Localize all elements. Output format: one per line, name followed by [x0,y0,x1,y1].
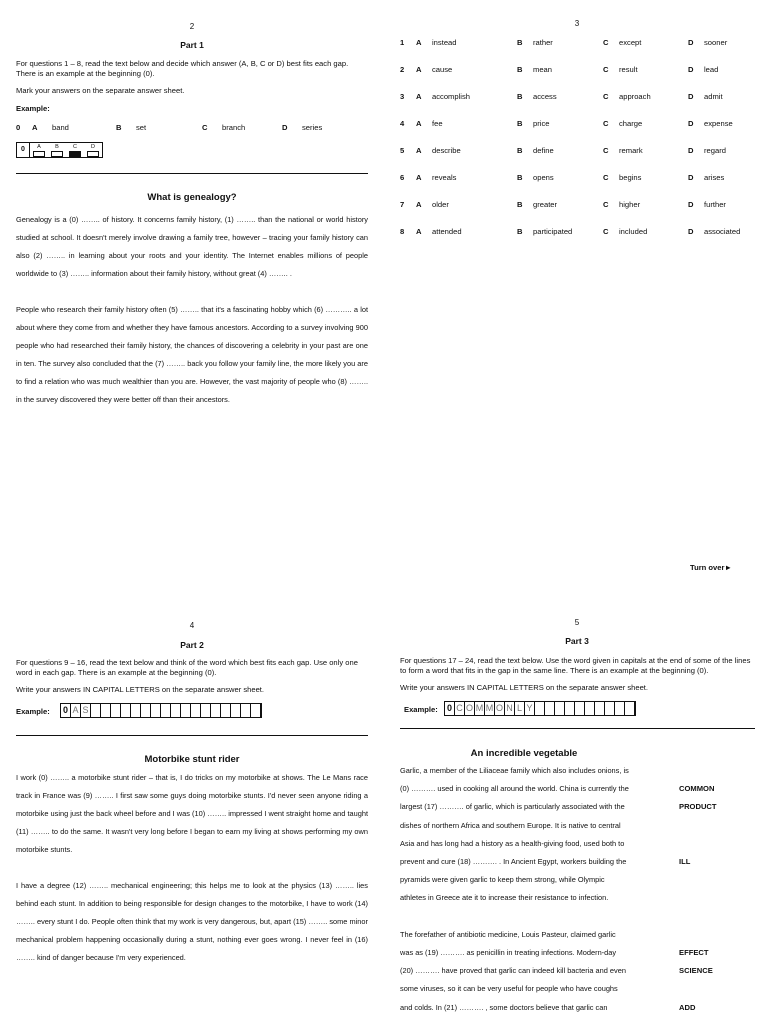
grid-letter-cell [585,702,595,715]
option-letter: B [517,92,523,101]
grid-letter-cell [615,702,625,715]
option-word: higher [619,200,641,209]
option-letter: C [603,38,609,47]
option-word: lead [704,65,719,74]
grid-letter-cell [101,704,111,717]
stem-word: ADD [679,1002,696,1012]
option-letter: B [517,200,523,209]
option-word: remark [619,146,643,155]
option-word: describe [432,146,461,155]
option-word: associated [704,227,741,236]
option-word: regard [704,146,726,155]
answer-option-d [84,143,102,157]
option-letter: A [416,200,422,209]
question-number: 7 [400,200,405,209]
option-word: define [533,146,554,155]
line-text: was as (19) ………. as penicillin in treating infections. Modern-day [400,948,617,957]
option-word: arises [704,173,725,182]
option-letter: D [688,65,694,74]
option-letter: D [688,200,694,209]
page-number-3: 3 [574,19,580,28]
option-letter: D [688,146,694,155]
answer-option-b [48,143,66,157]
option-letter: D [688,92,694,101]
option-letter: B [517,38,523,47]
option-letter: B [517,119,523,128]
grid-letter-cell [231,704,241,717]
option-word: older [432,200,449,209]
grid-letter-cell: A [71,704,81,717]
grid-letter-cell [171,704,181,717]
grid-letter-cell [575,702,585,715]
grid-letter-cell [565,702,575,715]
question-number: 8 [400,227,405,236]
answer-letter: C [73,144,77,150]
line-text: Garlic, a member of the Liliaceae family which also includes onions, is [400,766,629,775]
option-letter: C [603,92,609,101]
question-number: 2 [400,65,405,74]
option-letter: D [688,173,694,182]
question-number: 3 [400,92,405,101]
grid-letter-cell: M [485,703,494,713]
option-word: reveals [432,173,457,182]
example-letter-grid [444,701,636,716]
option-letter: D [282,123,288,132]
answer-option-a [30,143,48,157]
stem-word: ILL [679,857,691,866]
grid-letter-cell [191,704,201,717]
grid-letter-cell: L [515,702,525,715]
option-word: branch [222,123,246,132]
option-word: except [619,38,642,47]
turn-over-note: Turn over► [690,563,732,572]
part-1-instruction: For questions 1 – 8, read the text below and decide which answer (A, B, C or D) best fits each gap. There is an example at the beginning (0). [16,59,349,78]
grid-example-number: 0 [61,704,71,717]
line-text: largest (17) ………. of garlic, which is particularly associated with the [400,802,625,812]
example-label: Example: [404,705,438,714]
answer-letter: B [55,144,59,150]
line-text: (20) ………. have proved that garlic can indeed kill bacteria and even [400,966,626,976]
question-number: 1 [400,38,405,47]
option-word: band [52,123,69,132]
part-1-heading: Part 1 [180,40,204,50]
part-3-answer-instruction: Write your answers IN CAPITAL LETTERS on the separate answer sheet. [400,683,649,692]
option-letter: C [603,146,609,155]
part-3-instruction: For questions 17 – 24, read the text below. Use the word given in capitals at the end of some of the lines to form a word that fits in the gap in the same line. There is an example at the beginning (0). [400,656,751,675]
example-label: Example: [16,104,50,113]
option-letter: A [416,227,422,236]
question-options-list [400,38,760,258]
question-number: 6 [400,173,405,182]
grid-letter-cell: O [465,703,473,713]
option-word: further [704,200,726,209]
text-paragraph: Genealogy is a (0) …….. of history. It concerns family history, (1) …….. than the national or world history studied at school. It doesn't merely involve drawing a family tree, however – tracing your family history can also (2) …….. in learning about your roots and your identity. The Internet enables millions of people worldwide to (3) …….. information about their family history, without great (4) …….. . [16,215,368,278]
option-letter: A [32,123,38,132]
grid-letter-cell [625,702,635,715]
grid-letter-cell [241,704,251,717]
grid-letter-cell [251,704,261,717]
answer-option-c [66,143,84,157]
option-word: attended [432,227,462,236]
option-word: begins [619,173,642,182]
option-word: greater [533,200,558,209]
grid-letter-cell [121,704,131,717]
line-text: athletes in Greece ate it to increase their resistance to infection. [400,893,609,903]
part-2-instruction: For questions 9 – 16, read the text below and think of the word which best fits each gap. Use only one word in each gap. There is an example at the beginning (0). [16,658,358,677]
option-letter: C [202,123,208,132]
option-word: participated [533,227,573,236]
option-letter: D [688,227,694,236]
part-1-answer-instruction: Mark your answers on the separate answer sheet. [16,86,185,95]
option-word: access [533,92,557,101]
example-answer-box [16,142,103,158]
text-title: Motorbike stunt rider [144,754,240,765]
option-letter: C [603,119,609,128]
line-text: dishes of northern Africa and southern Europe. It is native to central [400,820,621,830]
line-text: pyramids were given garlic to keep them strong, while Olympic [400,875,605,885]
option-letter: B [517,227,523,236]
option-letter: D [688,38,694,47]
example-number: 0 [16,123,21,132]
grid-letter-cell [221,704,231,717]
option-letter: A [416,65,422,74]
grid-letter-cell [211,704,221,717]
option-word: admit [704,92,723,101]
text-title: An incredible vegetable [470,748,578,759]
option-letter: B [517,65,523,74]
grid-letter-cell [555,702,565,715]
text-paragraph: I have a degree (12) …….. mechanical engineering; this helps me to look at the physics (13) …….. lies behind each stunt. In addition to being responsible for design changes to the motorbike, I have to work (14) …….. every stunt I do. People often think that my work is very dangerous, but, apart (15) …….. some minor mechanical problem happening occasionally during a stunt, nothing ever goes wrong. I never feel in (16) …….. kind of danger because I'm very experienced. [16,881,368,962]
line-text: (0) ………. used in cooking all around the world. China is currently the [400,784,629,794]
grid-letter-cell [605,702,615,715]
part-2-heading: Part 2 [180,640,204,650]
option-letter: B [517,146,523,155]
example-label: Example: [16,707,50,716]
option-letter: C [603,227,609,236]
page-number-5: 5 [574,618,580,627]
option-letter: C [603,173,609,182]
part-3-heading: Part 3 [565,636,589,646]
stem-word: EFFECT [679,948,709,957]
grid-example-number: 0 [445,702,455,715]
stem-word: SCIENCE [679,966,713,976]
grid-letter-cell [141,704,151,717]
divider [16,735,368,736]
grid-letter-cell: N [505,702,515,715]
option-word: fee [432,119,443,128]
grid-letter-cell [91,704,101,717]
stem-word: PRODUCT [679,802,717,812]
question-number: 5 [400,146,405,155]
option-letter: B [517,173,523,182]
option-letter: A [416,146,422,155]
grid-letter-cell: S [81,704,91,717]
line-text: and colds. In (21) ………. , some doctors believe that garlic can [400,1002,608,1012]
page-number-4: 4 [189,621,195,630]
grid-letter-cell [151,704,161,717]
option-word: included [619,227,648,236]
option-letter: C [603,65,609,74]
grid-letter-cell [181,704,191,717]
option-word: approach [619,92,651,101]
grid-letter-cell: M [475,703,484,713]
grid-letter-cell [535,702,545,715]
line-text: some viruses, so it can be very useful for people who have coughs [400,984,618,994]
option-word: price [533,119,550,128]
grid-letter-cell [111,704,121,717]
text-title: What is genealogy? [147,192,237,203]
stem-word: COMMON [679,784,715,794]
grid-letter-cell: Y [525,702,535,715]
option-word: accomplish [432,92,470,101]
grid-letter-cell [131,704,141,717]
option-letter: A [416,92,422,101]
line-text: The forefather of antibiotic medicine, Louis Pasteur, claimed garlic [400,929,616,939]
option-word: series [302,123,323,132]
answer-letter: D [91,144,95,150]
grid-letter-cell [595,702,605,715]
option-word: rather [533,38,553,47]
option-letter: B [116,123,122,132]
option-letter: A [416,119,422,128]
option-word: sooner [704,38,728,47]
grid-letter-cell [545,702,555,715]
option-word: result [619,65,638,74]
page-number-2: 2 [189,22,195,31]
answer-box-number: 0 [17,143,30,157]
line-text: Asia and has long had a history as a health-giving food, used both to [400,838,625,848]
option-word: expense [704,119,733,128]
text-paragraph: People who research their family history often (5) …….. that it's a fascinating hobby which (6) ……….. a lot about where they come from and whether they have famous ancestors. According to a survey involving 900 people who had researched their family history, the chances of discovering a celebrity in your past are one in ten. The survey also concluded that the (7) …….. back you follow your family line, the more likely you are to find a relation who was much wealthier than you are. However, the vast majority of people who (8) …….. in the survey discovered they were better off than their ancestors. [16,305,368,404]
line-text: prevent and cure (18) ………. . In Ancient Egypt, workers building the [400,857,627,866]
example-letter-grid [60,703,262,718]
option-letter: A [416,38,422,47]
grid-letter-cell [161,704,171,717]
option-word: mean [533,65,552,74]
question-number: 4 [400,119,405,128]
option-word: set [136,123,147,132]
text-paragraph: I work (0) …….. a motorbike stunt rider – that is, I do tricks on my motorbike at shows. The Le Mans race track in France was (9) …….. I first saw some guys doing motorbike stunts. I'd never seen anyone riding a motorbike using just the back wheel before and I was (10) …….. impressed I went straight home and taught (11) …….. to do the same. It wasn't very long before I began to earn my living at shows performing my own motorbike stunts. [16,773,368,854]
divider [400,728,755,729]
option-word: charge [619,119,643,128]
grid-letter-cell [201,704,211,717]
answer-letter: A [37,144,41,150]
option-word: cause [432,65,453,74]
option-word: opens [533,173,554,182]
divider [16,173,368,174]
option-word: instead [432,38,457,47]
option-letter: C [603,200,609,209]
option-letter: D [688,119,694,128]
grid-letter-cell: O [495,703,503,713]
option-letter: A [416,173,422,182]
part-2-answer-instruction: Write your answers IN CAPITAL LETTERS on the separate answer sheet. [16,685,265,694]
grid-letter-cell: C [455,702,465,715]
